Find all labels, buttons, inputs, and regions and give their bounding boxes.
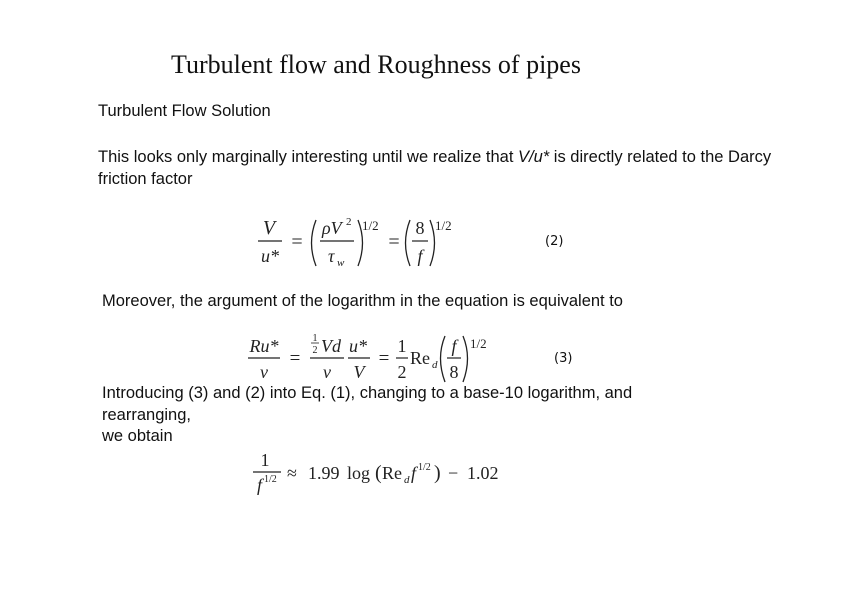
eq2-exponent-1: 1/2	[362, 218, 379, 233]
final-log: log	[347, 463, 371, 483]
eq2-exponent-2: 1/2	[435, 218, 452, 233]
final-f: f	[411, 463, 417, 483]
introducing-paragraph	[102, 383, 702, 448]
eq2-lhs-denominator: u*	[261, 246, 279, 266]
final-approx: ≈	[287, 463, 297, 483]
eq2-mid-square: 2	[346, 216, 352, 228]
introducing-line-2: rearranging,	[102, 405, 191, 424]
eq2-rhs-denominator: f	[417, 246, 423, 266]
final-lhs-denominator: f	[257, 475, 263, 495]
eq2-rhs-numerator: 8	[415, 218, 425, 238]
introducing-line-1: Introducing (3) and (2) into Eq. (1), changing to a base-10 logarithm, and	[102, 384, 633, 402]
eq3-half-denominator: 2	[312, 345, 318, 356]
intro-paragraph	[98, 146, 778, 190]
eq2-equals-2: =	[388, 231, 400, 253]
eq3-equals-2: =	[378, 348, 390, 369]
moreover-paragraph: Moreover, the argument of the logarithm in the equation is equivalent to	[102, 292, 623, 310]
section-subtitle: Turbulent Flow Solution	[98, 102, 271, 120]
final-close-paren: )	[434, 462, 441, 484]
eq3-reynolds-subscript: d	[432, 359, 438, 371]
final-minus: −	[448, 463, 459, 483]
eq2-mid-denominator: τ	[328, 246, 335, 266]
final-coefficient: 1.99	[308, 463, 340, 483]
final-equation	[245, 448, 515, 498]
eq3-mid-numerator: Vd	[321, 336, 341, 356]
eq3-lhs-numerator: Ru*	[249, 336, 279, 356]
eq2-left-paren	[312, 220, 317, 266]
final-lhs-numerator: 1	[260, 450, 270, 470]
eq3-coef-numerator: 1	[397, 336, 407, 356]
eq3-left-paren	[441, 336, 446, 382]
eq3-paren-denominator: 8	[449, 362, 459, 382]
eq3-lhs-denominator: ν	[260, 362, 268, 382]
equation-3	[240, 330, 500, 386]
final-f-exponent: 1/2	[418, 462, 431, 473]
eq2-mid-denominator-subscript: w	[337, 257, 345, 269]
eq2-mid-numerator: ρV	[322, 218, 342, 238]
eq3-half-numerator: 1	[312, 333, 318, 344]
eq2-right-paren-2	[430, 220, 435, 266]
intro-text-suffix: is directly related to the Darcy friction factor	[98, 148, 772, 188]
eq3-right-paren	[463, 336, 468, 382]
eq2-left-paren-2	[406, 220, 411, 266]
eq3-exponent: 1/2	[470, 336, 487, 351]
equation-2	[250, 212, 460, 274]
eq3-frac2-denominator: V	[353, 362, 365, 382]
eq3-coef-denominator: 2	[397, 362, 407, 382]
final-reynolds: Re	[382, 463, 402, 483]
final-reynolds-subscript: d	[404, 474, 410, 486]
intro-ratio-emphasis: V/u*	[518, 148, 550, 166]
equation-2-number: (2)	[545, 234, 564, 249]
eq2-lhs-numerator: V	[262, 217, 276, 239]
eq3-paren-numerator: f	[451, 336, 457, 356]
introducing-line-3: we obtain	[102, 427, 173, 445]
equation-3-number: (3)	[554, 351, 573, 366]
slide-title: Turbulent flow and Roughness of pipes	[171, 50, 581, 79]
final-constant: 1.02	[467, 463, 499, 483]
intro-text-prefix: This looks only marginally interesting until we realize that	[98, 148, 519, 166]
eq3-reynolds: Re	[410, 348, 430, 368]
eq3-equals-1: =	[289, 348, 301, 369]
final-open-paren: (	[375, 462, 382, 484]
eq3-frac2-numerator: u*	[349, 336, 367, 356]
final-lhs-exponent: 1/2	[264, 474, 277, 485]
eq2-equals-1: =	[291, 231, 303, 253]
eq3-mid-denominator: ν	[323, 362, 331, 382]
